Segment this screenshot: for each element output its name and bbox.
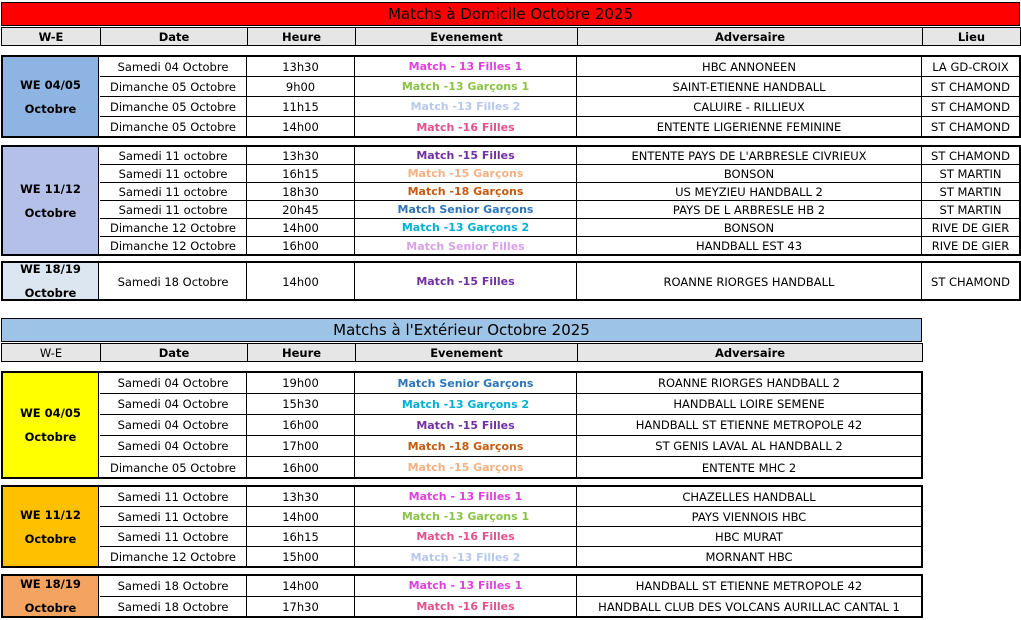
away-cell-adversaire: HANDBALL ST ETIENNE METROPOLE 42: [577, 576, 921, 597]
home-cell-date: Dimanche 05 Octobre: [100, 117, 247, 137]
home-cell-evenement: Match -15 Filles: [355, 147, 577, 165]
away-cell-date: Dimanche 05 Octobre: [100, 457, 247, 478]
away-weekend-label: [3, 576, 99, 616]
away-header-adversaire: Adversaire: [577, 343, 923, 362]
home-cell-lieu: ST CHAMOND: [922, 77, 1019, 97]
home-cell-evenement: Match - 13 Filles 1: [355, 57, 577, 77]
away-cell-heure: 15h00: [247, 547, 355, 567]
home-weekend-label: [3, 263, 99, 299]
away-cell-evenement: Match - 13 Filles 1: [355, 487, 577, 507]
away-header-we: W-E: [1, 343, 101, 362]
weekend-month: Octobre: [24, 601, 77, 615]
home-cell-adversaire: CALUIRE - RILLIEUX: [577, 97, 922, 117]
away-cell-adversaire: ENTENTE MHC 2: [701, 460, 797, 475]
home-cell-adversaire: SAINT-ETIENNE HANDBALL: [577, 77, 922, 97]
away-cell-evenement: Match - 13 Filles 1: [355, 576, 577, 597]
home-cell-adversaire: ENTENTE LIGERIENNE FEMININE: [577, 117, 922, 137]
home-cell-heure: 14h00: [247, 263, 355, 300]
home-cell-heure: 14h00: [247, 117, 355, 137]
home-cell-lieu: RIVE DE GIER: [931, 239, 1010, 253]
away-cell-heure: 15h30: [247, 394, 355, 415]
home-cell-adversaire: HANDBALL EST 43: [577, 237, 922, 255]
away-cell-date: Samedi 04 Octobre: [100, 415, 247, 436]
away-cell-date: Samedi 18 Octobre: [100, 597, 247, 618]
home-cell-date: Dimanche 12 Octobre: [100, 237, 247, 255]
away-cell-date: Samedi 11 Octobre: [100, 487, 247, 507]
away-cell-heure: 16h00: [247, 457, 355, 478]
away-cell-evenement: Match -15 Filles: [355, 415, 577, 436]
away-cell-date: Samedi 11 Octobre: [100, 527, 247, 547]
home-header-we: W-E: [1, 27, 101, 46]
away-cell-date: Samedi 04 Octobre: [100, 436, 247, 457]
home-cell-adversaire: BONSON: [577, 165, 922, 183]
home-cell-lieu: ST CHAMOND: [922, 97, 1019, 117]
away-cell-adversaire: ROANNE RIORGES HANDBALL 2: [577, 373, 921, 394]
home-cell-lieu: ST MARTIN: [922, 183, 1019, 201]
away-cell-heure: 14h00: [247, 507, 355, 527]
away-cell-date: Dimanche 12 Octobre: [100, 547, 247, 567]
away-cell-evenement: Match -13 Filles 2: [355, 547, 577, 567]
away-cell-evenement: Match Senior Garçons: [355, 373, 577, 394]
home-cell-heure: 11h15: [247, 97, 355, 117]
away-cell-evenement: Match -16 Filles: [355, 527, 577, 547]
home-weekend-label: [3, 147, 99, 254]
away-cell-adversaire: HBC MURAT: [577, 527, 921, 547]
home-cell-adversaire: PAYS DE L ARBRESLE HB 2: [577, 201, 922, 219]
away-cell-heure: 17h30: [247, 597, 355, 618]
away-header-evenement: Evenement: [355, 343, 578, 362]
home-cell-evenement: Match -15 Garçons: [355, 165, 577, 183]
away-cell-evenement: Match -13 Garçons 1: [355, 507, 577, 527]
weekend-dates: WE 04/05: [20, 77, 81, 92]
home-cell-adversaire: HBC ANNONEEN: [577, 57, 922, 77]
home-header-heure: Heure: [247, 27, 356, 46]
home-cell-lieu: RIVE DE GIER: [922, 219, 1019, 237]
away-cell-evenement: Match -13 Garçons 2: [355, 394, 577, 415]
home-cell-evenement: Match -13 Garçons 1: [355, 77, 577, 97]
home-cell-lieu: ST MARTIN: [922, 165, 1019, 183]
home-cell-lieu: ST CHAMOND: [922, 147, 1019, 165]
home-cell-date: Dimanche 12 Octobre: [100, 219, 247, 237]
home-cell-date: Samedi 11 octobre: [100, 183, 247, 201]
weekend-month: Octobre: [24, 286, 77, 300]
away-cell-adversaire: HANDBALL LOIRE SEMENE: [577, 394, 921, 415]
away-header-heure: Heure: [247, 343, 356, 362]
away-cell-evenement: Match -18 Garçons: [355, 436, 577, 457]
away-cell-adversaire: HANDBALL ST ETIENNE METROPOLE 42: [577, 415, 921, 436]
away-weekend-label: [3, 487, 99, 566]
home-cell-date: Dimanche 05 Octobre: [100, 97, 247, 117]
away-weekend-label: [3, 373, 99, 477]
home-cell-evenement: Match -15 Filles: [355, 263, 577, 300]
home-title: Matchs à Domicile Octobre 2025: [1, 2, 1020, 26]
home-cell-lieu: LA GD-CROIX: [922, 57, 1019, 77]
home-cell-heure: 14h00: [247, 219, 355, 237]
home-cell-lieu: ST MARTIN: [922, 201, 1019, 219]
home-cell-evenement: Match Senior Garçons: [355, 201, 577, 219]
weekend-dates: WE 04/05: [20, 406, 81, 420]
home-cell-evenement: Match -16 Filles: [355, 117, 577, 137]
home-cell-lieu: ST CHAMOND: [931, 120, 1010, 134]
home-cell-heure: 16h00: [247, 237, 355, 255]
away-cell-heure: 16h00: [247, 415, 355, 436]
home-weekend-label: [3, 57, 99, 136]
away-cell-evenement: Match -16 Filles: [355, 597, 577, 618]
home-cell-heure: 9h00: [247, 77, 355, 97]
weekend-dates: WE 11/12: [20, 181, 81, 196]
home-cell-date: Samedi 04 Octobre: [100, 57, 247, 77]
home-cell-heure: 13h30: [247, 57, 355, 77]
home-cell-adversaire: BONSON: [577, 219, 922, 237]
home-cell-heure: 20h45: [247, 201, 355, 219]
weekend-dates: WE 18/19: [20, 577, 81, 591]
away-cell-date: Samedi 11 Octobre: [100, 507, 247, 527]
home-header-evenement: Evenement: [355, 27, 578, 46]
away-cell-heure: 16h15: [247, 527, 355, 547]
weekend-month: Octobre: [24, 101, 77, 116]
away-cell-adversaire: PAYS VIENNOIS HBC: [577, 507, 921, 527]
away-cell-adversaire: HANDBALL CLUB DES VOLCANS AURILLAC CANTAL 1: [598, 599, 900, 614]
home-cell-date: Samedi 11 octobre: [100, 147, 247, 165]
weekend-month: Octobre: [24, 205, 77, 220]
home-header-lieu: Lieu: [922, 27, 1021, 46]
home-cell-adversaire: ENTENTE PAYS DE L'ARBRESLE CIVRIEUX: [577, 147, 922, 165]
home-cell-heure: 16h15: [247, 165, 355, 183]
away-cell-heure: 14h00: [247, 576, 355, 597]
away-cell-heure: 19h00: [247, 373, 355, 394]
home-cell-evenement: Match -13 Garçons 2: [355, 219, 577, 237]
weekend-month: Octobre: [24, 430, 77, 444]
weekend-dates: WE 18/19: [20, 262, 81, 276]
home-cell-heure: 18h30: [247, 183, 355, 201]
weekend-dates: WE 11/12: [20, 507, 81, 522]
away-header-date: Date: [100, 343, 248, 362]
home-header-adversaire: Adversaire: [577, 27, 923, 46]
away-cell-date: Samedi 04 Octobre: [100, 394, 247, 415]
home-cell-heure: 13h30: [247, 147, 355, 165]
home-cell-date: Samedi 11 octobre: [100, 165, 247, 183]
away-cell-adversaire: MORNANT HBC: [705, 550, 793, 564]
home-cell-lieu: ST CHAMOND: [931, 274, 1010, 289]
away-cell-adversaire: CHAZELLES HANDBALL: [577, 487, 921, 507]
away-cell-heure: 17h00: [247, 436, 355, 457]
away-cell-heure: 13h30: [247, 487, 355, 507]
away-title: Matchs à l'Extérieur Octobre 2025: [1, 318, 922, 342]
home-cell-adversaire: ROANNE RIORGES HANDBALL: [577, 263, 922, 300]
home-cell-date: Dimanche 05 Octobre: [100, 77, 247, 97]
home-cell-evenement: Match Senior Filles: [355, 237, 577, 255]
away-cell-date: Samedi 18 Octobre: [100, 576, 247, 597]
home-cell-evenement: Match -13 Filles 2: [355, 97, 577, 117]
away-cell-evenement: Match -15 Garçons: [355, 457, 577, 478]
weekend-month: Octobre: [24, 531, 77, 546]
home-header-date: Date: [100, 27, 248, 46]
away-cell-date: Samedi 04 Octobre: [100, 373, 247, 394]
home-cell-date: Samedi 18 Octobre: [100, 263, 247, 300]
away-cell-adversaire: ST GENIS LAVAL AL HANDBALL 2: [577, 436, 921, 457]
home-cell-date: Samedi 11 octobre: [100, 201, 247, 219]
home-cell-evenement: Match -18 Garçons: [355, 183, 577, 201]
home-cell-adversaire: US MEYZIEU HANDBALL 2: [577, 183, 922, 201]
